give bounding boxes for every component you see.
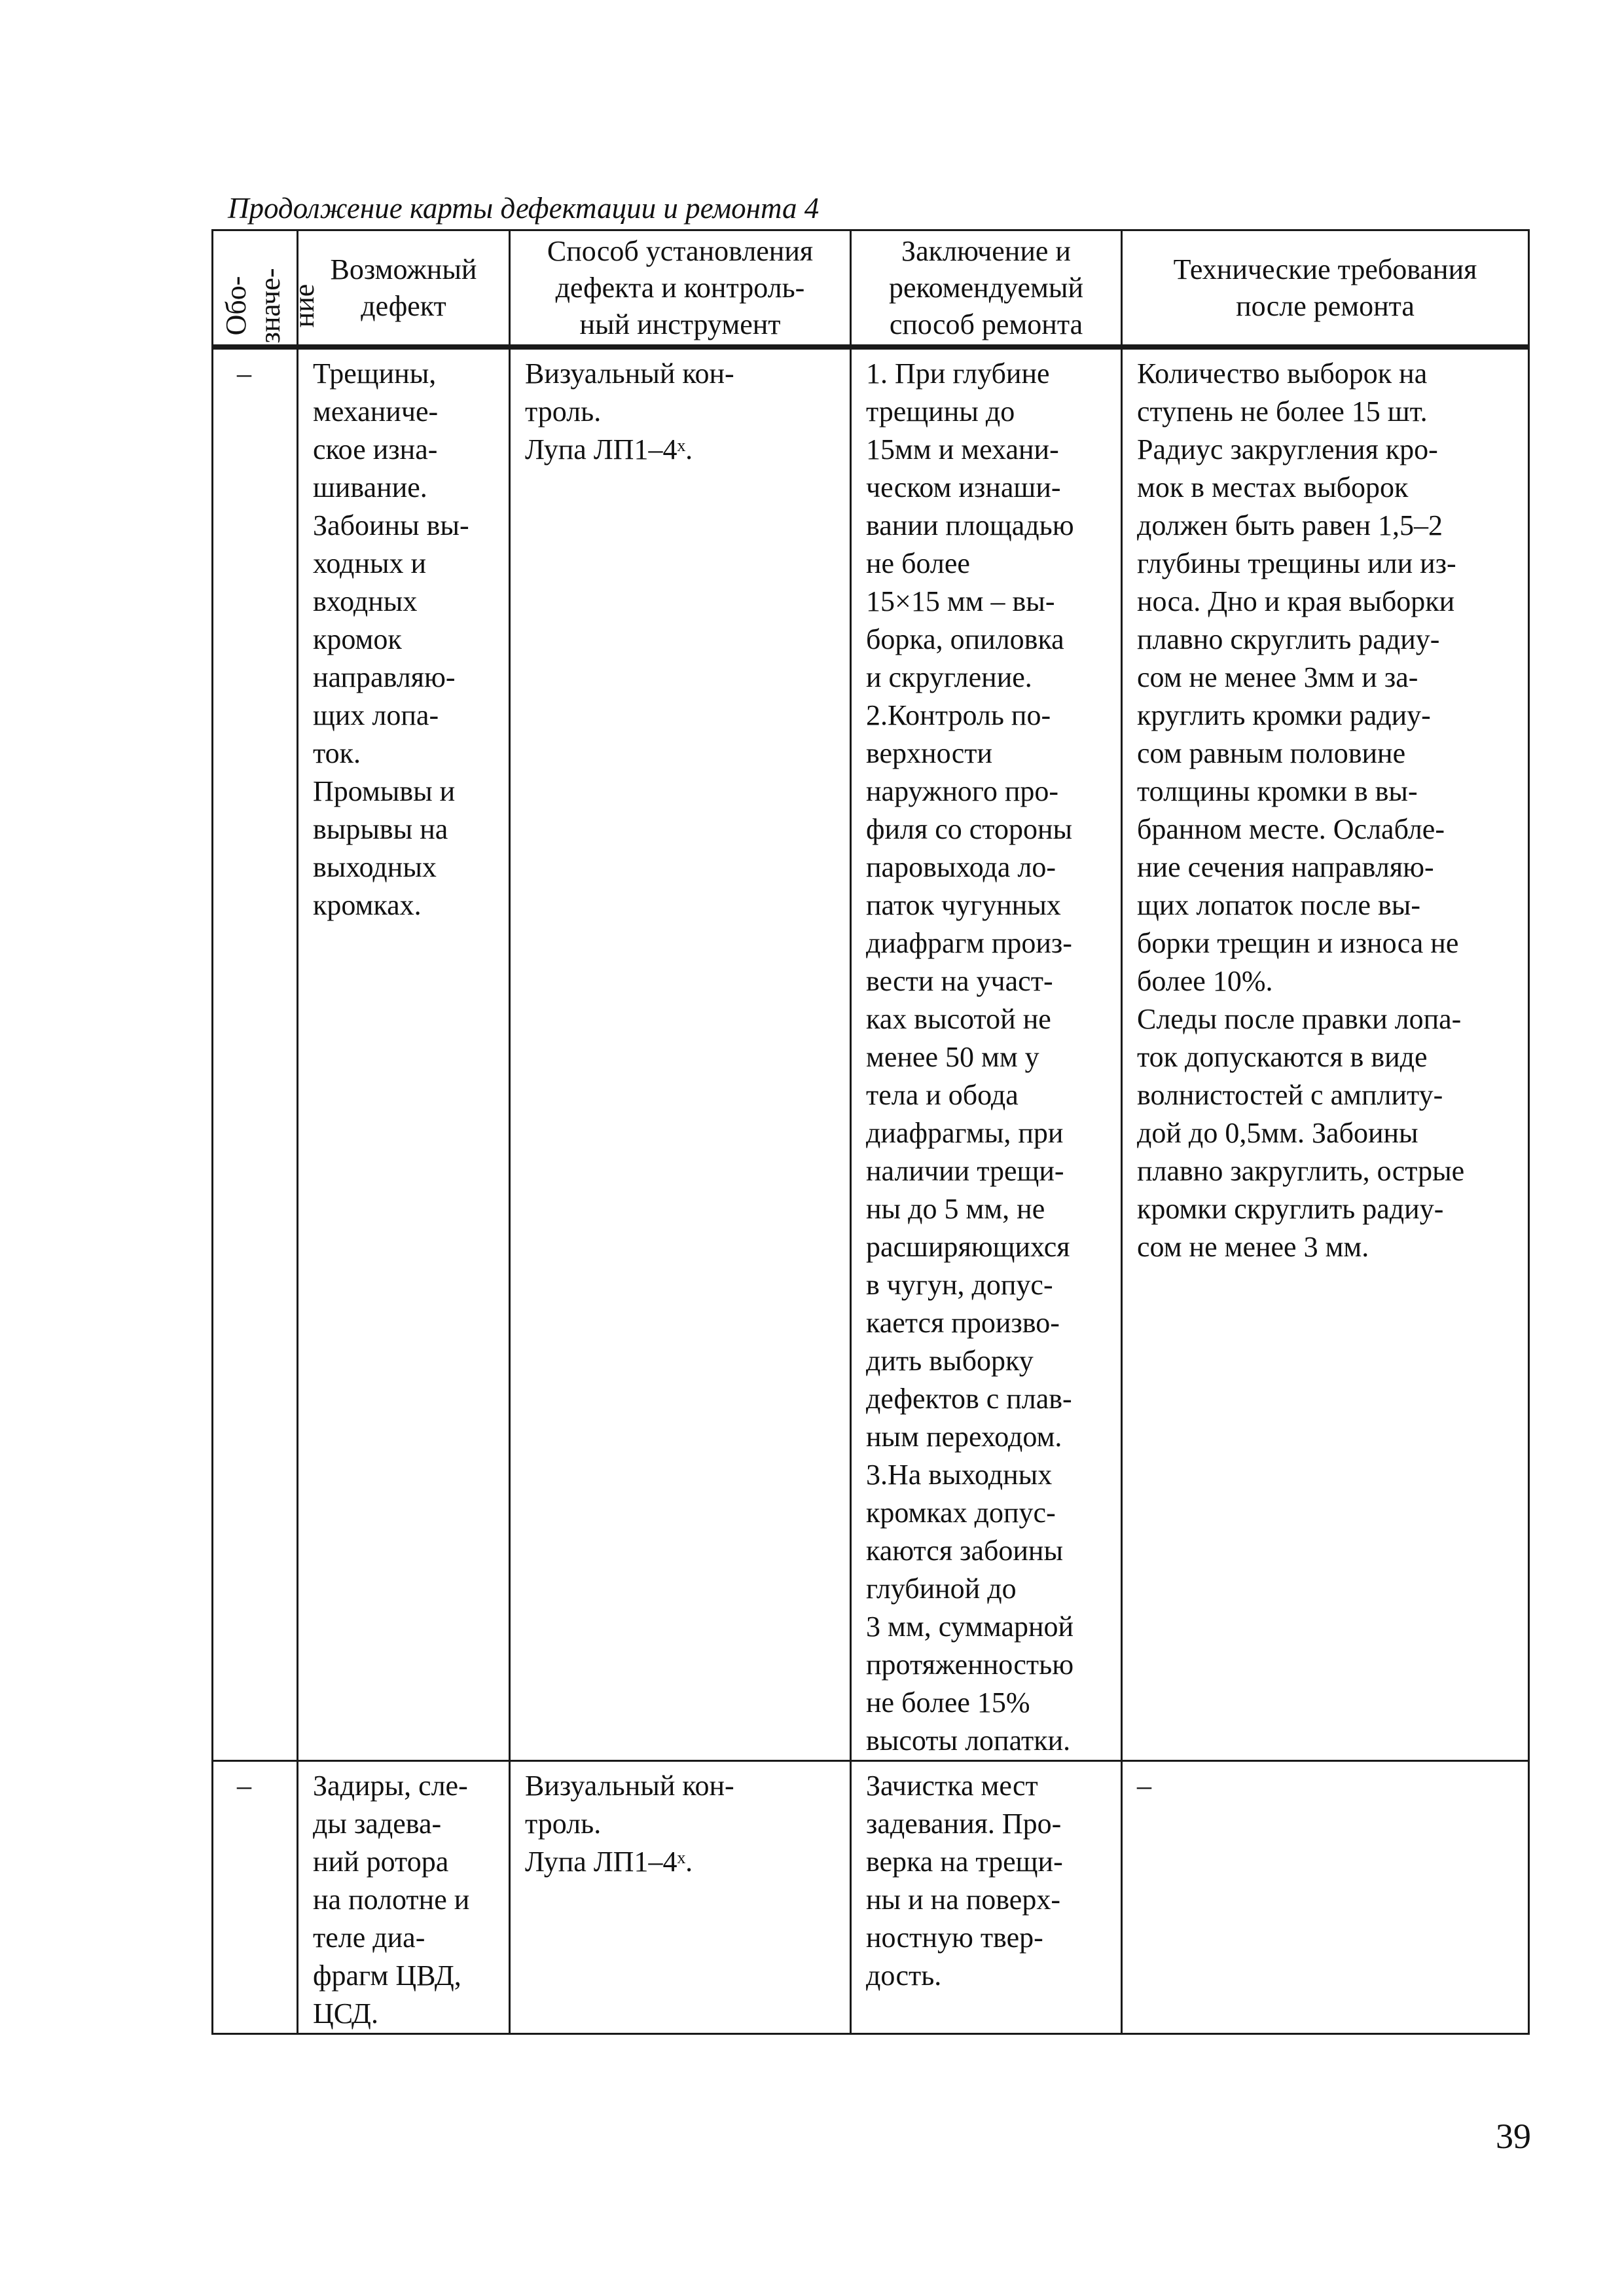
cell-text-line: кромок bbox=[313, 623, 402, 655]
cell-text-line: толщины кромки в вы- bbox=[1137, 775, 1418, 807]
cell-text-line: входных bbox=[313, 585, 418, 617]
cell-text-line: диафрагмы, при bbox=[866, 1117, 1064, 1149]
cell-text-line: глубины трещины или из- bbox=[1137, 547, 1456, 579]
cell-text-line: волнистостей с амплиту- bbox=[1137, 1079, 1443, 1111]
cell-text-line: Лупа ЛП1–4ˣ. bbox=[525, 433, 693, 465]
cell-text-line: 15×15 мм – вы- bbox=[866, 585, 1055, 617]
cell-text-line: дой до 0,5мм. Забоины bbox=[1137, 1117, 1418, 1149]
cell-text-line: ны и на поверх- bbox=[866, 1884, 1060, 1916]
defect-repair-table bbox=[211, 229, 1530, 2035]
cell-text-line: Визуальный кон- bbox=[525, 1770, 734, 1802]
table-caption: Продолжение карты дефектации и ремонта 4 bbox=[228, 192, 820, 225]
cell-text-line: наличии трещи- bbox=[866, 1155, 1064, 1187]
cell-text-line: направляю- bbox=[313, 661, 456, 693]
cell-text-line: плавно закруглить, острые bbox=[1137, 1155, 1465, 1187]
cell-text-line: диафрагм произ- bbox=[866, 927, 1072, 959]
cell-text-line: борка, опиловка bbox=[866, 623, 1064, 655]
header-designation-line: значе- bbox=[254, 268, 286, 344]
cell-text-line: щих лопа- bbox=[313, 699, 439, 731]
cell-text-line: вырывы на bbox=[313, 813, 448, 845]
cell-designation: – bbox=[213, 1761, 298, 2034]
cell-text-line: ды задева- bbox=[313, 1808, 442, 1840]
cell-text-line: 15мм и механи- bbox=[866, 433, 1059, 465]
cell-text-line: ний ротора bbox=[313, 1846, 449, 1878]
cell-text-line: Визуальный кон- bbox=[525, 357, 734, 390]
cell-text-line: паток чугунных bbox=[866, 889, 1061, 921]
cell-text-line: бранном месте. Ослабле- bbox=[1137, 813, 1445, 845]
cell-text-line: теле диа- bbox=[313, 1922, 425, 1954]
cell-conclusion bbox=[851, 1761, 1122, 2034]
cell-text-line: Промывы и bbox=[313, 775, 456, 807]
cell-text-line: 2.Контроль по- bbox=[866, 699, 1051, 731]
cell-text-line: не более 15% bbox=[866, 1686, 1030, 1719]
cell-text-line: троль. bbox=[525, 1808, 602, 1840]
cell-text-line: выходных bbox=[313, 851, 437, 883]
cell-text-line: дефектов с плав- bbox=[866, 1383, 1072, 1415]
cell-text-line: ское изна- bbox=[313, 433, 438, 465]
cell-text-line: ностную твер- bbox=[866, 1922, 1043, 1954]
cell-text-line: вести на участ- bbox=[866, 965, 1053, 997]
cell-text-line: верка на трещи- bbox=[866, 1846, 1063, 1878]
cell-text-line: кромках допус- bbox=[866, 1497, 1056, 1529]
cell-text-line: щих лопаток после вы- bbox=[1137, 889, 1420, 921]
cell-text-line: Забоины вы- bbox=[313, 509, 469, 541]
cell-text-line: верхности bbox=[866, 737, 992, 769]
cell-text-line: должен быть равен 1,5–2 bbox=[1137, 509, 1443, 541]
cell-text-line: не более bbox=[866, 547, 970, 579]
cell-text-line: дить выборку bbox=[866, 1345, 1034, 1377]
cell-text-line: 3.На выходных bbox=[866, 1459, 1053, 1491]
cell-text-line: на полотне и bbox=[313, 1884, 470, 1916]
cell-text-line: расширяющихся bbox=[866, 1231, 1070, 1263]
cell-text-line: ступень не более 15 шт. bbox=[1137, 395, 1428, 428]
cell-text-line: в чугун, допус- bbox=[866, 1269, 1053, 1301]
cell-text-line: ным переходом. bbox=[866, 1421, 1062, 1453]
cell-text-line: кромки скруглить радиу- bbox=[1137, 1193, 1444, 1225]
cell-text-line: шивание. bbox=[313, 471, 427, 503]
cell-defect bbox=[298, 1761, 510, 2034]
cell-text-line: механиче- bbox=[313, 395, 439, 428]
cell-text-line: Количество выборок на bbox=[1137, 357, 1428, 390]
cell-text-line: менее 50 мм у bbox=[866, 1041, 1039, 1073]
cell-text-line: мок в местах выборок bbox=[1137, 471, 1409, 503]
header-defect: Возможный дефект bbox=[298, 230, 510, 348]
cell-requirements bbox=[1122, 347, 1529, 1761]
header-requirements: Технические требования после ремонта bbox=[1122, 230, 1529, 348]
cell-text-line: Трещины, bbox=[313, 357, 437, 390]
cell-text-line: паровыхода ло- bbox=[866, 851, 1056, 883]
cell-text-line: носа. Дно и края выборки bbox=[1137, 585, 1455, 617]
cell-designation: – bbox=[213, 347, 298, 1761]
cell-text-line: более 10%. bbox=[1137, 965, 1273, 997]
cell-text-line: кромках. bbox=[313, 889, 422, 921]
cell-text-line: плавно скруглить радиу- bbox=[1137, 623, 1440, 655]
page-number: 39 bbox=[1496, 2117, 1531, 2156]
header-designation bbox=[213, 230, 320, 348]
cell-text-line: Радиус закругления кро- bbox=[1137, 433, 1438, 465]
cell-text-line: высоты лопатки. bbox=[866, 1724, 1071, 1757]
cell-defect bbox=[298, 347, 510, 1761]
cell-text-line: вании площадью bbox=[866, 509, 1074, 541]
cell-text-line: и скругление. bbox=[866, 661, 1032, 693]
header-designation-line: Обо- bbox=[220, 276, 252, 336]
cell-text-line: Следы после правки лопа- bbox=[1137, 1003, 1462, 1035]
cell-text-line: ны до 5 мм, не bbox=[866, 1193, 1045, 1225]
cell-text-line: тела и обода bbox=[866, 1079, 1019, 1111]
cell-text-line: 3 мм, суммарной bbox=[866, 1611, 1074, 1643]
cell-text-line: ческом изнаши- bbox=[866, 471, 1061, 503]
cell-text-line: – bbox=[1137, 1770, 1151, 1802]
table-row bbox=[213, 347, 1529, 1761]
cell-text-line: Зачистка мест bbox=[866, 1770, 1038, 1802]
cell-text-line: борки трещин и износа не bbox=[1137, 927, 1459, 959]
cell-text-line: сом равным половине bbox=[1137, 737, 1406, 769]
table-row bbox=[213, 1761, 1529, 2034]
cell-text-line: Задиры, сле- bbox=[313, 1770, 468, 1802]
cell-text-line: сом не менее 3мм и за- bbox=[1137, 661, 1418, 693]
cell-conclusion bbox=[851, 347, 1122, 1761]
header-conclusion: Заключение и рекомендуемый способ ремонта bbox=[851, 230, 1122, 348]
cell-text-line: каются забоины bbox=[866, 1535, 1064, 1567]
cell-text-line: наружного про- bbox=[866, 775, 1059, 807]
cell-text-line: ток допускаются в виде bbox=[1137, 1041, 1428, 1073]
cell-text-line: ках высотой не bbox=[866, 1003, 1051, 1035]
cell-text-line: ние сечения направляю- bbox=[1137, 851, 1434, 883]
cell-text-line: глубиной до bbox=[866, 1573, 1017, 1605]
cell-text-line: троль. bbox=[525, 395, 602, 428]
cell-method bbox=[510, 347, 851, 1761]
cell-text-line: фрагм ЦВД, bbox=[313, 1959, 461, 1992]
cell-text-line: ЦСД. bbox=[313, 1997, 378, 2030]
cell-text-line: кается произво- bbox=[866, 1307, 1060, 1339]
cell-text-line: трещины до bbox=[866, 395, 1015, 428]
cell-method bbox=[510, 1761, 851, 2034]
header-designation-line: ние bbox=[288, 283, 320, 328]
cell-text-line: задевания. Про- bbox=[866, 1808, 1062, 1840]
cell-requirements bbox=[1122, 1761, 1529, 2034]
cell-text-line: ток. bbox=[313, 737, 361, 769]
cell-text-line: Лупа ЛП1–4ˣ. bbox=[525, 1846, 693, 1878]
cell-text-line: 1. При глубине bbox=[866, 357, 1050, 390]
cell-text-line: дость. bbox=[866, 1959, 942, 1992]
cell-text-line: круглить кромки радиу- bbox=[1137, 699, 1431, 731]
cell-text-line: ходных и bbox=[313, 547, 427, 579]
header-method: Способ установления дефекта и контроль- ный инструмент bbox=[510, 230, 851, 348]
cell-text-line: сом не менее 3 мм. bbox=[1137, 1231, 1369, 1263]
cell-text-line: филя со стороны bbox=[866, 813, 1073, 845]
cell-text-line: протяженностью bbox=[866, 1649, 1074, 1681]
table-header-row bbox=[213, 230, 1529, 348]
